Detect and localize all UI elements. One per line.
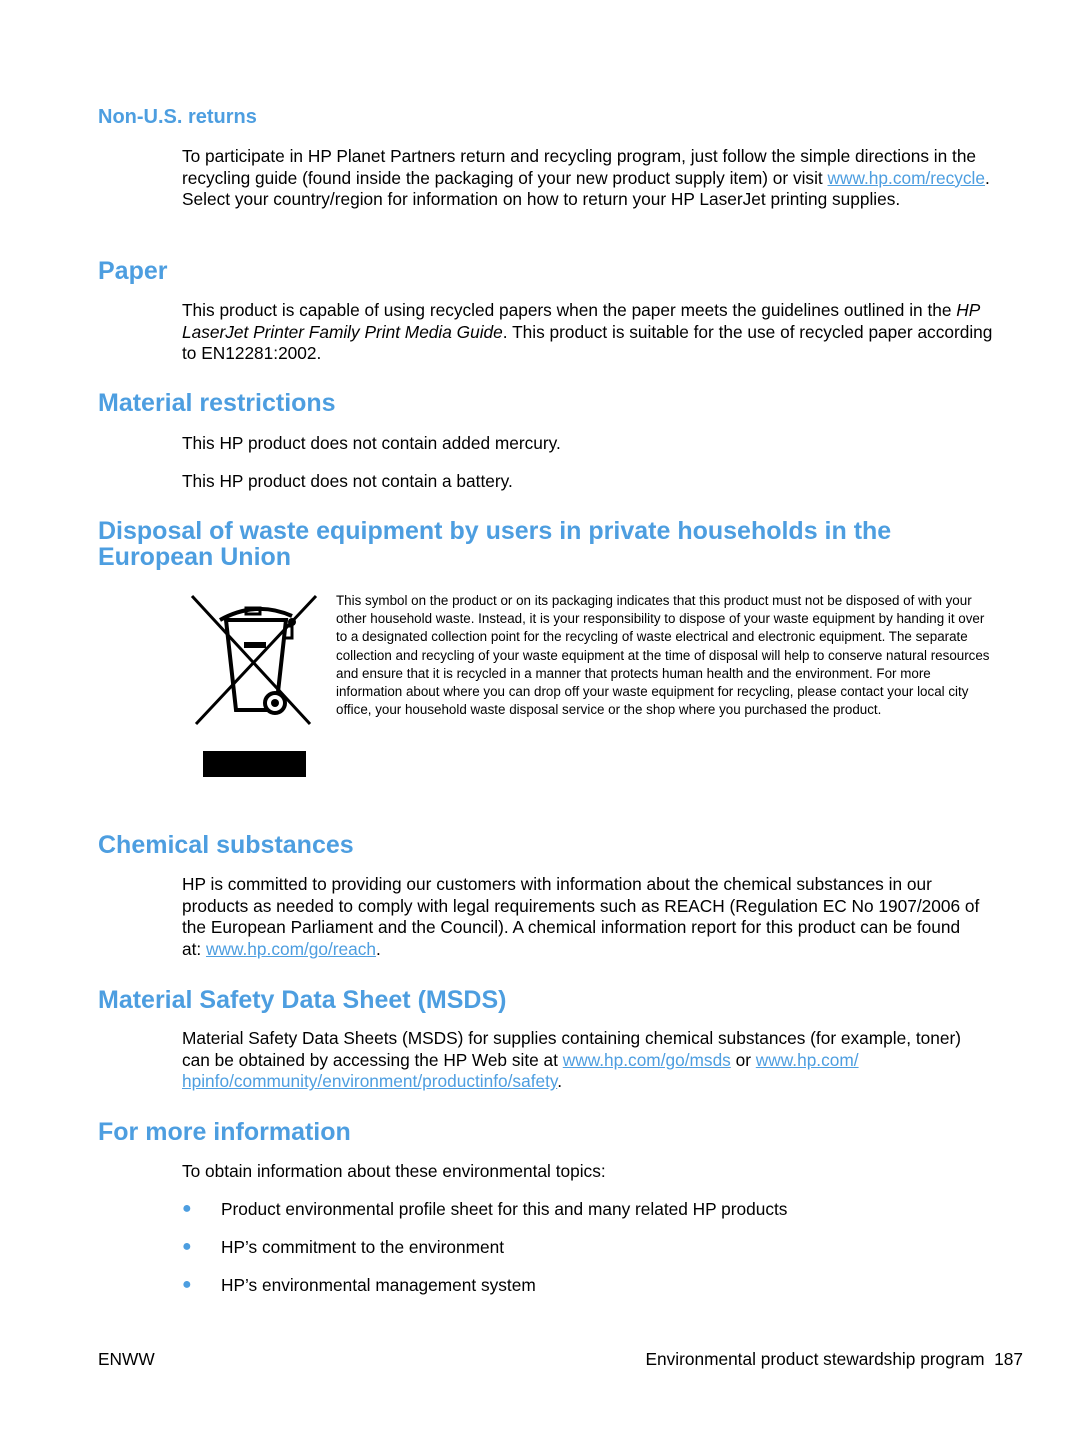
msds-link[interactable]: www.hp.com/go/msds xyxy=(562,1049,731,1070)
text: . xyxy=(376,939,381,960)
text: . Select your country/region for information on how to return your HP LaserJet printing supplies. xyxy=(182,167,990,210)
list-item-text: HP’s commitment to the environment xyxy=(221,1237,505,1257)
heading-disposal: Disposal of waste equipment by users in private households in the European Union xyxy=(98,517,892,571)
heading-material-restrictions: Material restrictions xyxy=(98,389,336,417)
text: To participate in HP Planet Partners return and recycling program, just follow the simple directions in the recycling guide (found inside the packaging of your new product supply item) or visit xyxy=(182,146,977,188)
text: . This product is suitable for the use of recycled paper according to EN12281:2002. xyxy=(182,321,993,364)
heading-chemical-substances: Chemical substances xyxy=(98,831,354,859)
footer-left: ENWW xyxy=(98,1349,155,1369)
text: This product is capable of using recycled papers when the paper meets the guidelines outlined in the xyxy=(182,300,957,320)
bullet-icon: ● xyxy=(182,1276,192,1293)
text: or xyxy=(730,1049,756,1070)
non-us-returns-paragraph xyxy=(182,146,997,211)
paper-paragraph xyxy=(182,300,997,365)
list-item-text: HP’s environmental management system xyxy=(221,1275,536,1295)
safety-link[interactable]: www.hp.com/ hpinfo/community/environment/productinfo/safety xyxy=(182,1049,859,1092)
bullet-icon: ● xyxy=(182,1238,192,1255)
text: Material Safety Data Sheets (MSDS) for supplies containing chemical substances (for example, toner) can be obtained by accessing the HP Web site at xyxy=(182,1028,961,1070)
page-number: 187 xyxy=(994,1349,1023,1369)
heading-paper: Paper xyxy=(98,257,168,285)
more-info-intro: To obtain information about these environmental topics: xyxy=(182,1161,606,1181)
battery-statement: This HP product does not contain a battery. xyxy=(182,471,513,491)
heading-more-information: For more information xyxy=(98,1118,351,1146)
footer-chapter: Environmental product stewardship program xyxy=(645,1349,985,1369)
weee-crossed-bin-icon xyxy=(188,592,320,782)
footer-right xyxy=(645,1349,1023,1370)
bullet-icon: ● xyxy=(182,1200,192,1217)
recycle-link[interactable]: www.hp.com/recycle xyxy=(827,167,986,188)
text: HP is committed to providing our customers with information about the chemical substances in our products as needed to comply with legal requirements such as REACH (Regulation EC No 1907/2006 of the European Parliament and the Council). A chemical information report for this product can be found at: xyxy=(182,874,980,960)
media-guide-title: HP LaserJet Printer Family Print Media Guide xyxy=(182,300,980,342)
text: . xyxy=(557,1071,563,1092)
reach-link[interactable]: www.hp.com/go/reach xyxy=(206,939,377,960)
heading-msds: Material Safety Data Sheet (MSDS) xyxy=(98,986,507,1014)
weee-paragraph: This symbol on the product or on its packaging indicates that this product must not be disposed of with your other household waste. Instead, it is your responsibility to dispose of your waste equipment by handing it over to a designated collection point for the recycling of waste electrical and electronic equipment. The separate collection and recycling of your waste equipment at the time of disposal will help to conserve natural resources and ensure that it is recycled in a manner that protects human health and the environment. For more information about where you can drop off your waste equipment for recycling, please contact your local city office, your household waste disposal service or the shop where you purchased the product. xyxy=(336,593,990,718)
mercury-statement: This HP product does not contain added mercury. xyxy=(182,433,561,453)
msds-paragraph xyxy=(182,1028,962,1093)
chemical-paragraph xyxy=(182,874,982,961)
list-item-text: Product environmental profile sheet for this and many related HP products xyxy=(221,1199,788,1219)
heading-non-us-returns: Non-U.S. returns xyxy=(98,106,257,128)
